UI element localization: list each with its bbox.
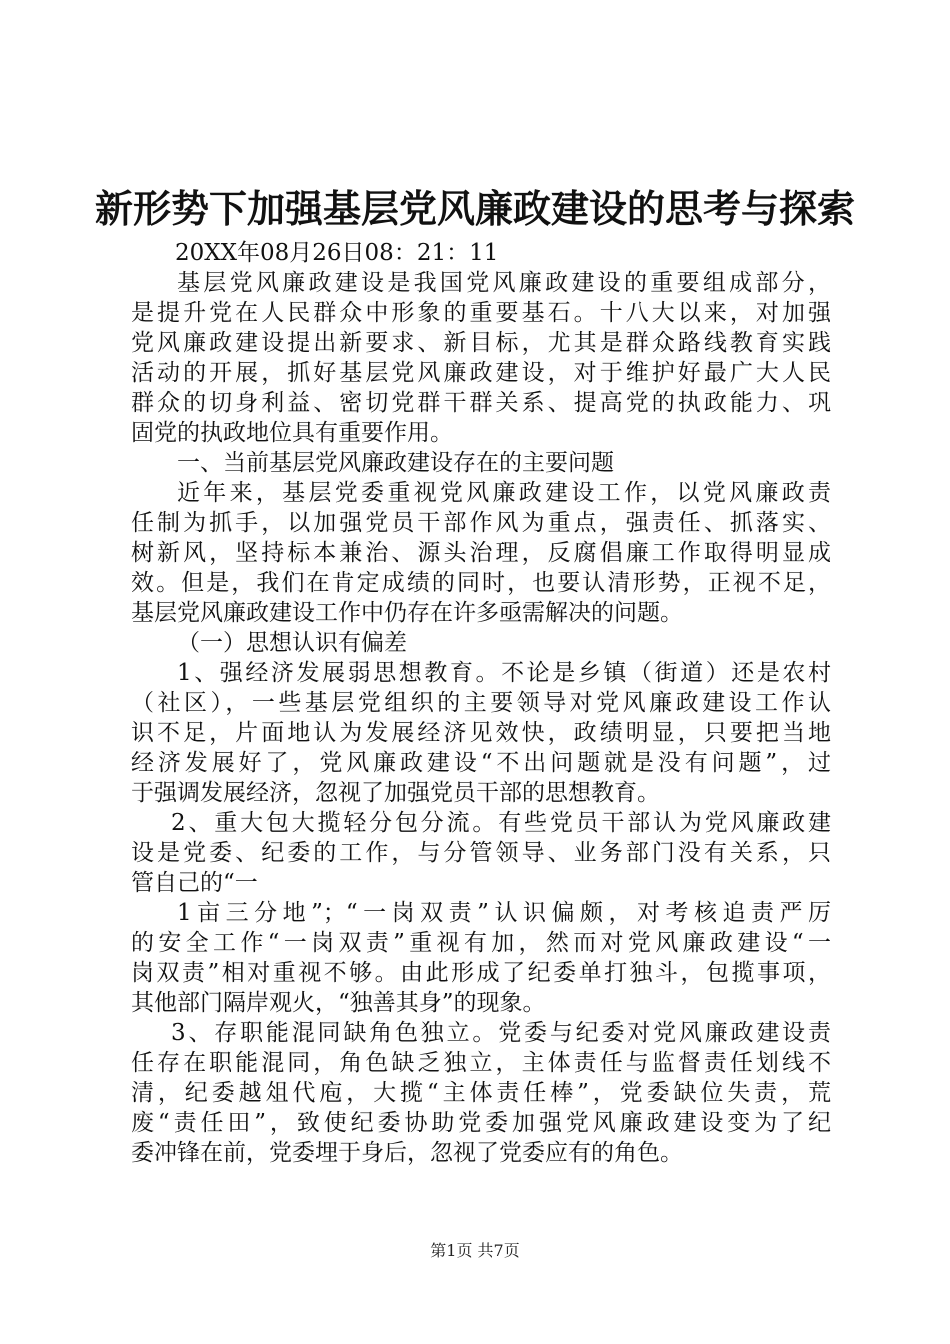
paragraph-line: 任存在职能混同，角色缺乏独立，主体责任与监督责任划线不 — [131, 1050, 831, 1076]
paragraph-line: 其他部门隔岸观火，“独善其身”的现象。 — [131, 990, 546, 1016]
paragraph-line: 基层党风廉政建设是我国党风廉政建设的重要组成部分， — [177, 270, 831, 296]
paragraph-line: 近年来，基层党委重视党风廉政建设工作，以党风廉政责 — [177, 480, 831, 506]
paragraph-line: 委冲锋在前，党委埋于身后，忽视了党委应有的角色。 — [131, 1140, 683, 1166]
paragraph-line: 识不足，片面地认为发展经济见效快，政绩明显，只要把当地 — [131, 720, 831, 746]
paragraph-line: 1、强经济发展弱思想教育。不论是乡镇（街道）还是农村 — [177, 660, 831, 686]
paragraph-line: 固党的执政地位具有重要作用。 — [131, 420, 453, 446]
paragraph-line: 群众的切身利益、密切党群干群关系、提高党的执政能力、巩 — [131, 390, 831, 416]
paragraph-line: 任制为抓手，以加强党员干部作风为重点，强责任、抓落实、 — [131, 510, 831, 536]
document-title: 新形势下加强基层党风廉政建设的思考与探索 — [94, 186, 855, 231]
subsection-heading: （一）思想认识有偏差 — [177, 630, 407, 656]
paragraph-line: 管自己的“一 — [131, 870, 258, 896]
paragraph-line: （社区），一些基层党组织的主要领导对党风廉政建设工作认 — [131, 690, 831, 716]
paragraph-line: 基层党风廉政建设工作中仍存在许多亟需解决的问题。 — [131, 600, 683, 626]
paragraph-line: 党风廉政建设提出新要求、新目标，尤其是群众路线教育实践 — [131, 330, 831, 356]
page-footer: 第1页 共7页 — [430, 1241, 520, 1260]
paragraph-line: 活动的开展，抓好基层党风廉政建设，对于维护好最广大人民 — [131, 360, 831, 386]
document-body — [131, 238, 831, 1168]
paragraph-line: 1亩三分地”；“一岗双责”认识偏颇，对考核追责严厉 — [177, 900, 831, 926]
paragraph-line: 是提升党在人民群众中形象的重要基石。十八大以来，对加强 — [131, 300, 831, 326]
paragraph-line: 清，纪委越俎代庖，大揽“主体责任棒”，党委缺位失责，荒 — [131, 1080, 831, 1106]
paragraph-line: 效。但是，我们在肯定成绩的同时，也要认清形势，正视不足， — [131, 570, 831, 596]
paragraph-line: 树新风，坚持标本兼治、源头治理，反腐倡廉工作取得明显成 — [131, 540, 831, 566]
paragraph-line: 的安全工作“一岗双责”重视有加，然而对党风廉政建设“一 — [131, 930, 831, 956]
paragraph-line: 设是党委、纪委的工作，与分管领导、业务部门没有关系，只 — [131, 840, 831, 866]
paragraph-line: 于强调发展经济，忽视了加强党员干部的思想教育。 — [131, 780, 660, 806]
paragraph-line: 2、重大包大揽轻分包分流。有些党员干部认为党风廉政建 — [171, 810, 831, 836]
section-heading: 一、当前基层党风廉政建设存在的主要问题 — [177, 450, 614, 476]
paragraph-line: 岗双责”相对重视不够。由此形成了纪委单打独斗，包揽事项， — [131, 960, 831, 986]
date-line: 20XX年08月26日08：21：11 — [175, 240, 499, 266]
paragraph-line: 废“责任田”，致使纪委协助党委加强党风廉政建设变为了纪 — [131, 1110, 831, 1136]
paragraph-line: 经济发展好了，党风廉政建设“不出问题就是没有问题”，过 — [131, 750, 831, 776]
paragraph-line: 3、存职能混同缺角色独立。党委与纪委对党风廉政建设责 — [171, 1020, 831, 1046]
